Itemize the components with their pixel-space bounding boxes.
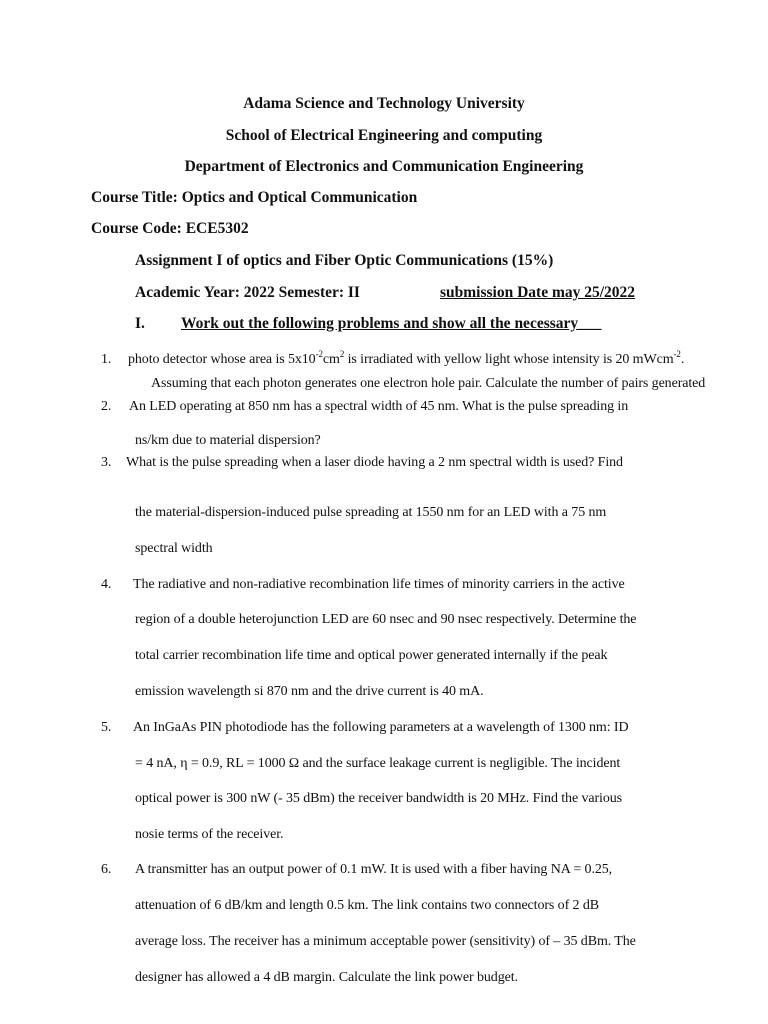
university-name: Adama Science and Technology University [243, 95, 525, 112]
problem-3-line-1: What is the pulse spreading when a laser diode having a 2 nm spectral width is used? Find [126, 455, 623, 470]
submission-date: submission Date may 25/2022 [440, 284, 636, 301]
problem-3-number: 3. [101, 455, 112, 470]
problem-1-number: 1. [101, 352, 112, 367]
problem-4-number: 4. [101, 577, 112, 592]
section-title: Work out the following problems and show all the necessary___ [181, 315, 602, 332]
problem-5-line-3: optical power is 300 nW (- 35 dBm) the receiver bandwidth is 20 MHz. Find the various [135, 791, 622, 806]
problem-4-line-3: total carrier recombination life time and optical power generated internally if the peak [135, 648, 608, 663]
problem-5-line-4: nosie terms of the receiver. [135, 827, 284, 842]
problem-2-line-2: ns/km due to material dispersion? [135, 433, 321, 448]
problem-1-line-1: photo detector whose area is $5x10^{-2}cm^2$ is irradiated with yellow light whose intensity is 20 mWcm$^{-2}$. [128, 349, 685, 367]
department-name: Department of Electronics and Communication Engineering [184, 158, 584, 175]
problem-5-line-2: = 4 nA, η = 0.9, RL = 1000 Ω and the surface leakage current is negligible. The incident [135, 756, 621, 771]
problem-4-line-1: The radiative and non-radiative recombination life times of minority carriers in the active [133, 577, 625, 592]
problem-3-line-3: spectral width [135, 541, 213, 556]
problem-6-line-1: A transmitter has an output power of 0.1 mW. It is used with a fiber having NA = 0.25, [135, 862, 613, 877]
problem-2-line-1: An LED operating at 850 nm has a spectral width of 45 nm. What is the pulse spreading in [129, 399, 629, 414]
school-name: School of Electrical Engineering and computing [225, 127, 543, 144]
problem-2-number: 2. [101, 399, 112, 414]
problem-1-line-2: Assuming that each photon generates one electron hole pair. Calculate the number of pairs generated [151, 376, 706, 391]
course-code: Course Code: ECE5302 [91, 220, 249, 237]
problem-5-line-1: An InGaAs PIN photodiode has the following parameters at a wavelength of 1300 nm: ID [133, 720, 629, 735]
problem-3-line-2: the material-dispersion-induced pulse spreading at 1550 nm for an LED with a 75 nm [135, 505, 607, 520]
academic-year: Academic Year: 2022 Semester: II [135, 284, 360, 301]
problem-5-number: 5. [101, 720, 112, 735]
problem-4-line-2: region of a double heterojunction LED are 60 nsec and 90 nsec respectively. Determine the [135, 612, 637, 627]
problem-6-number: 6. [101, 862, 112, 877]
problem-6-line-2: attenuation of 6 dB/km and length 0.5 km. The link contains two connectors of 2 dB [135, 898, 599, 913]
problem-6-line-4: designer has allowed a 4 dB margin. Calculate the link power budget. [135, 970, 518, 985]
problem-4-line-4: emission wavelength si 870 nm and the drive current is 40 mA. [135, 684, 484, 699]
section-number: I. [135, 315, 145, 332]
problem-6-line-3: average loss. The receiver has a minimum acceptable power (sensitivity) of – 35 dBm. The [135, 934, 636, 949]
course-title: Course Title: Optics and Optical Communication [91, 189, 418, 206]
assignment-title: Assignment I of optics and Fiber Optic Communications (15%) [135, 252, 554, 269]
